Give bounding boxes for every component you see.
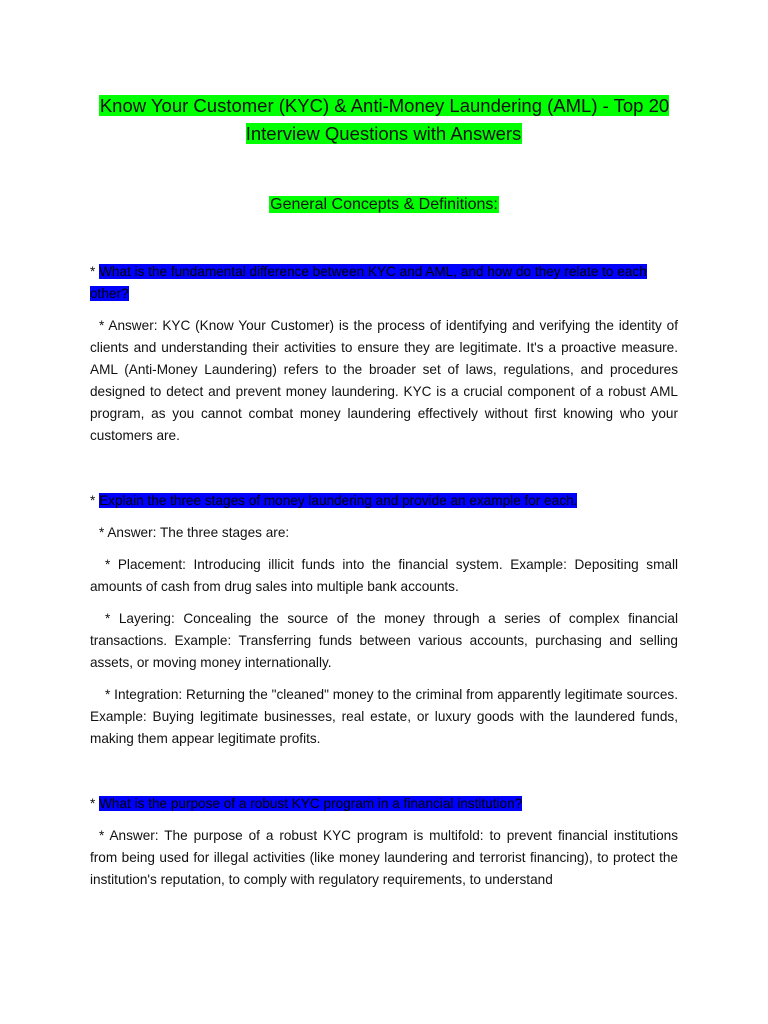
question-3-text: What is the purpose of a robust KYC program in a financial institution? [99,796,523,811]
answer-2-layering: * Layering: Concealing the source of the money through a series of complex financial transactions. Example: Transferring funds between various accounts, purchasing and selling assets, or moving money internationally. [90,611,678,670]
answer-2: * Answer: The three stages are: [99,525,290,540]
question-2-bullet: * [90,493,100,508]
section-heading [90,193,678,217]
question-1 [90,261,678,305]
answer-2-integration: * Integration: Returning the "cleaned" money to the criminal from apparently legitimate sources. Example: Buying legitimate businesses, real estate, or luxury goods with the laundered funds, making them appear legitimate profits. [90,687,678,746]
section-heading-text: General Concepts & Definitions: [270,196,498,213]
question-2-text: Explain the three stages of money laundering and provide an example for each. [99,493,578,508]
question-1-text: What is the fundamental difference between KYC and AML, and how do they relate to each other? [90,264,647,301]
question-1-bullet: * [90,264,100,279]
question-3 [90,793,678,815]
document-title-text: Know Your Customer (KYC) & Anti-Money Laundering (AML) - Top 20 Interview Questions with Answers [99,95,670,144]
answer-2-placement: * Placement: Introducing illicit funds into the financial system. Example: Depositing small amounts of cash from drug sales into multiple bank accounts. [90,557,678,594]
question-2 [90,490,678,512]
question-3-bullet: * [90,796,100,811]
answer-1: * Answer: KYC (Know Your Customer) is the process of identifying and verifying the identity of clients and understanding their activities to ensure they are legitimate. It's a proactive measure. AML (Anti-Money Laundering) refers to the broader set of laws, regulations, and procedures designed to detect and prevent money laundering. KYC is a crucial component of a robust AML program, as you cannot combat money laundering effectively without first knowing who your customers are. [90,318,678,443]
document-title [90,92,678,148]
answer-3: * Answer: The purpose of a robust KYC program is multifold: to prevent financial institutions from being used for illegal activities (like money laundering and terrorist financing), to protect the institution's reputation, to comply with regulatory requirements, to understand [90,828,678,887]
